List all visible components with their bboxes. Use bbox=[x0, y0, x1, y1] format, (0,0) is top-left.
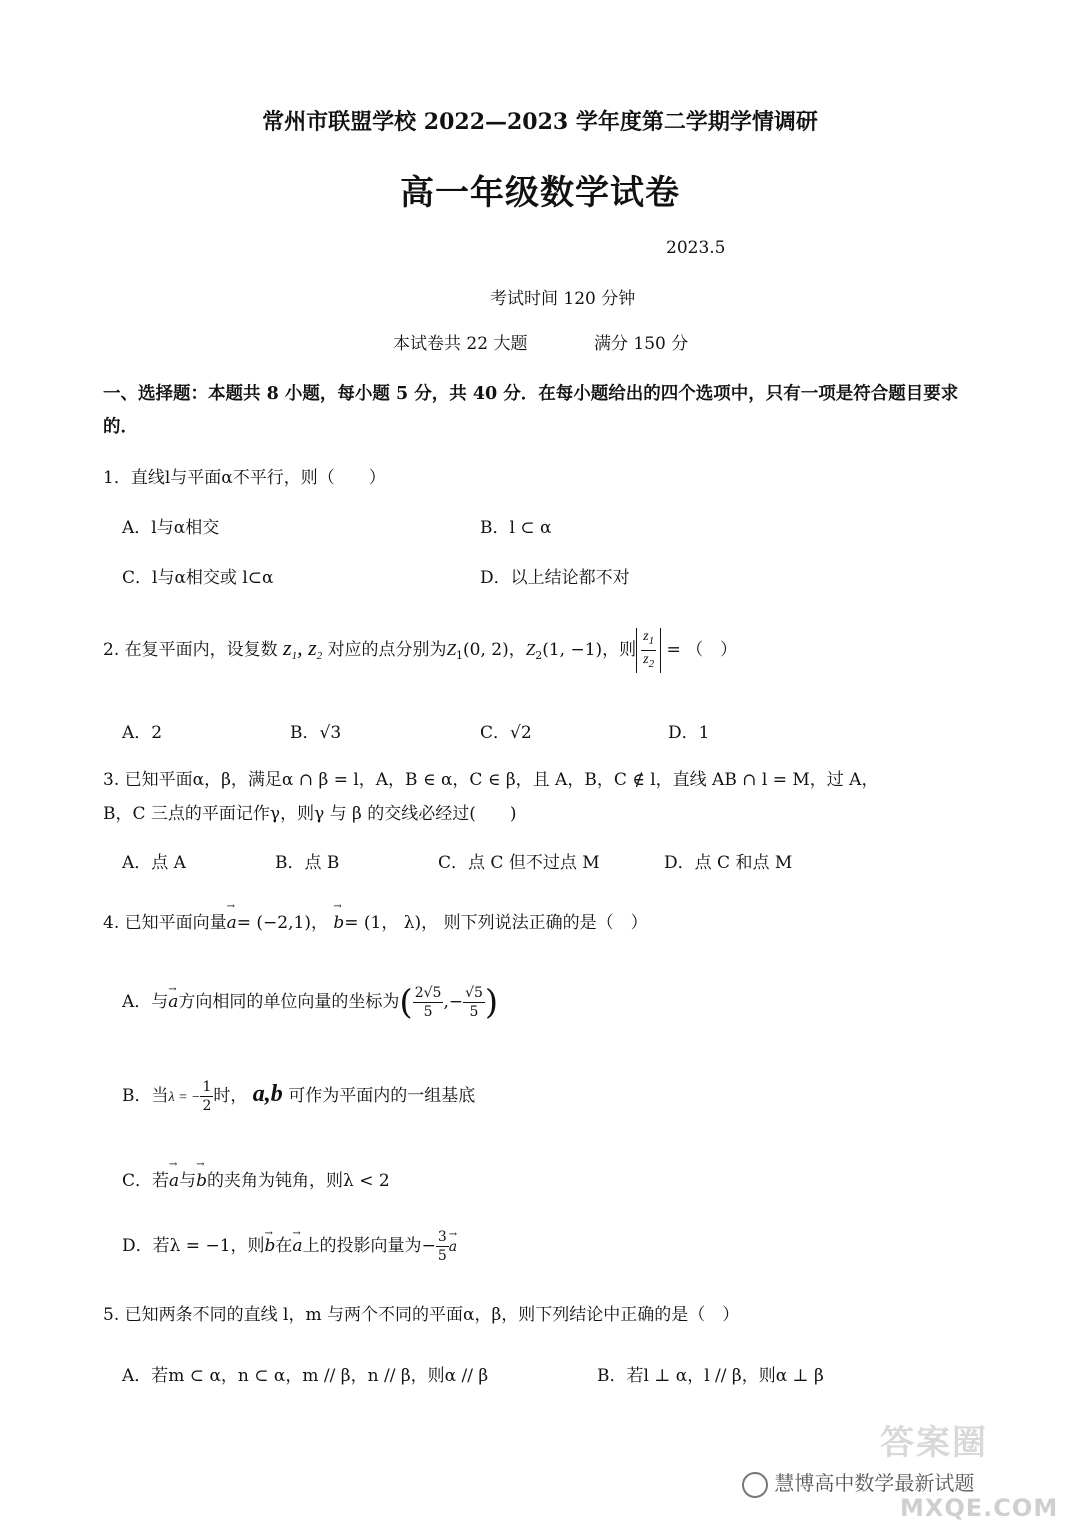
question-5-option-a: A．若m ⊂ α，n ⊂ α，m // β，n // β，则α // β bbox=[122, 1366, 489, 1386]
question-4-stem: 4. 已知平面向量→ a= (−2,1)， → b= (1， λ)， 则下列说法正确的是（ ） bbox=[103, 908, 648, 933]
question-1-option-c: C．l与α相交或 l⊂α bbox=[122, 568, 274, 588]
question-4-option-a: A．与→ a方向相同的单位向量的坐标为( $\frac{2√5}{5}$ ,− $\frac{√5}{5}$ ) bbox=[122, 982, 498, 1023]
question-1-stem: 1．直线l与平面α不平行，则（ ） bbox=[103, 468, 386, 488]
question-2-number: 2. bbox=[103, 640, 125, 660]
question-2-option-a: A．2 bbox=[122, 723, 163, 743]
option-b-prefix: B．当 bbox=[122, 1086, 169, 1106]
exam-time: 考试时间 120 分钟 bbox=[490, 289, 636, 309]
exam-date: 2023.5 bbox=[666, 238, 726, 258]
exam-title: 高一年级数学试卷 bbox=[400, 173, 680, 213]
question-4-prefix: 4. 已知平面向量 bbox=[103, 913, 227, 933]
option-d-prefix: D．若λ = −1，则 bbox=[122, 1236, 265, 1256]
question-count: 本试卷共 22 大题 bbox=[393, 334, 528, 354]
option-a-suffix: 方向相同的单位向量的坐标为 bbox=[178, 992, 400, 1012]
section-heading: 一、选择题：本题共 8 小题，每小题 5 分，共 40 分．在每小题给出的四个选项中，只有一项是符合题目要求的． bbox=[103, 384, 959, 437]
school-heading: 常州市联盟学校 2022—2023 学年度第二学期学情调研 bbox=[262, 109, 818, 135]
question-3-option-b: B．点 B bbox=[275, 853, 340, 873]
question-3-line-1: 3. 已知平面α，β，满足α ∩ β = l，A，B ∈ α，C ∈ β，且 A，B，C ∉ l，直线 AB ∩ l = M，过 A， bbox=[103, 770, 879, 790]
question-4-option-d: D．若λ = −1，则→ b在→ a上的投影向量为− $\frac{3}{5}$ → a bbox=[122, 1226, 457, 1267]
question-3-option-a: A．点 A bbox=[122, 853, 186, 873]
wechat-icon bbox=[742, 1472, 768, 1498]
option-d-suffix: 上的投影向量为 bbox=[302, 1236, 422, 1256]
question-3-option-c: C．点 C 但不过点 M bbox=[438, 853, 600, 873]
full-score: 满分 150 分 bbox=[594, 334, 689, 354]
question-2-option-c: C．√2 bbox=[480, 723, 532, 743]
option-b-mid: 时， bbox=[213, 1086, 248, 1106]
watermark-account bbox=[742, 1467, 974, 1498]
question-2-text-3: ，则 bbox=[602, 640, 637, 660]
frac-root5-over-5: $\frac{√5}{5}$ bbox=[465, 985, 483, 1020]
watermark-site: MXQE.COM bbox=[900, 1494, 1059, 1522]
frac-3-over-5: $\frac{3}{5}$ bbox=[437, 1229, 447, 1264]
option-a-prefix: A．与 bbox=[122, 992, 169, 1012]
frac-2root5-over-5: $\frac{2√5}{5}$ bbox=[414, 985, 442, 1020]
question-2-text-4: = （ ） bbox=[666, 640, 738, 660]
question-4-a-value: = (−2,1)， bbox=[236, 913, 328, 933]
question-5-option-b: B．若l ⊥ α，l // β，则α ⊥ β bbox=[597, 1366, 824, 1386]
option-b-lambda: λ = − bbox=[168, 1090, 201, 1105]
question-2-stem: 2. 在复平面内，设复数 $z_1$, $z_2$ 对应的点分别为$Z_1(0$, 2)，$Z_2(1$, −1)，则 $\frac{z_1}{z_2}$ = （ ） bbox=[103, 628, 737, 688]
question-2-text-2: 对应的点分别为 bbox=[327, 640, 447, 660]
question-2-text-1: 在复平面内，设复数 bbox=[124, 640, 278, 660]
watermark-account-text: 慧博高中数学最新试题 bbox=[774, 1471, 975, 1495]
modulus-fraction: $\frac{z_1}{z_2}$ bbox=[636, 628, 661, 673]
question-1-option-a: A．l与α相交 bbox=[122, 518, 220, 538]
question-2-option-b: B．√3 bbox=[290, 723, 342, 743]
option-d-mid: 在 bbox=[275, 1236, 293, 1256]
frac-1-over-2: $\frac{1}{2}$ bbox=[202, 1079, 212, 1114]
option-c-prefix: C．若 bbox=[122, 1171, 170, 1191]
question-1-option-b: B．l ⊂ α bbox=[480, 518, 552, 538]
question-4-b-value: = (1， λ)， bbox=[344, 913, 439, 933]
question-2-option-d: D．1 bbox=[668, 723, 710, 743]
question-3-option-d: D．点 C 和点 M bbox=[664, 853, 793, 873]
question-4-option-b bbox=[122, 1074, 475, 1118]
watermark-logo: 答案圈 bbox=[880, 1423, 988, 1463]
question-3-line-2: B，C 三点的平面记作γ，则γ 与 β 的交线必经过( ) bbox=[103, 804, 517, 824]
option-c-suffix: 的夹角为钝角，则λ < 2 bbox=[207, 1171, 390, 1191]
question-4-option-c: C．若→ a与→ b的夹角为钝角，则λ < 2 bbox=[122, 1166, 390, 1191]
question-4-suffix: 则下列说法正确的是（ ） bbox=[443, 913, 648, 933]
option-b-suffix: 可作为平面内的一组基底 bbox=[288, 1086, 476, 1106]
option-b-vectors: a,b bbox=[252, 1081, 283, 1107]
option-c-mid: 与 bbox=[179, 1171, 197, 1191]
question-5-stem: 5. 已知两条不同的直线 l，m 与两个不同的平面α，β，则下列结论中正确的是（ ） bbox=[103, 1305, 740, 1325]
question-1-option-d: D．以上结论都不对 bbox=[480, 568, 630, 588]
